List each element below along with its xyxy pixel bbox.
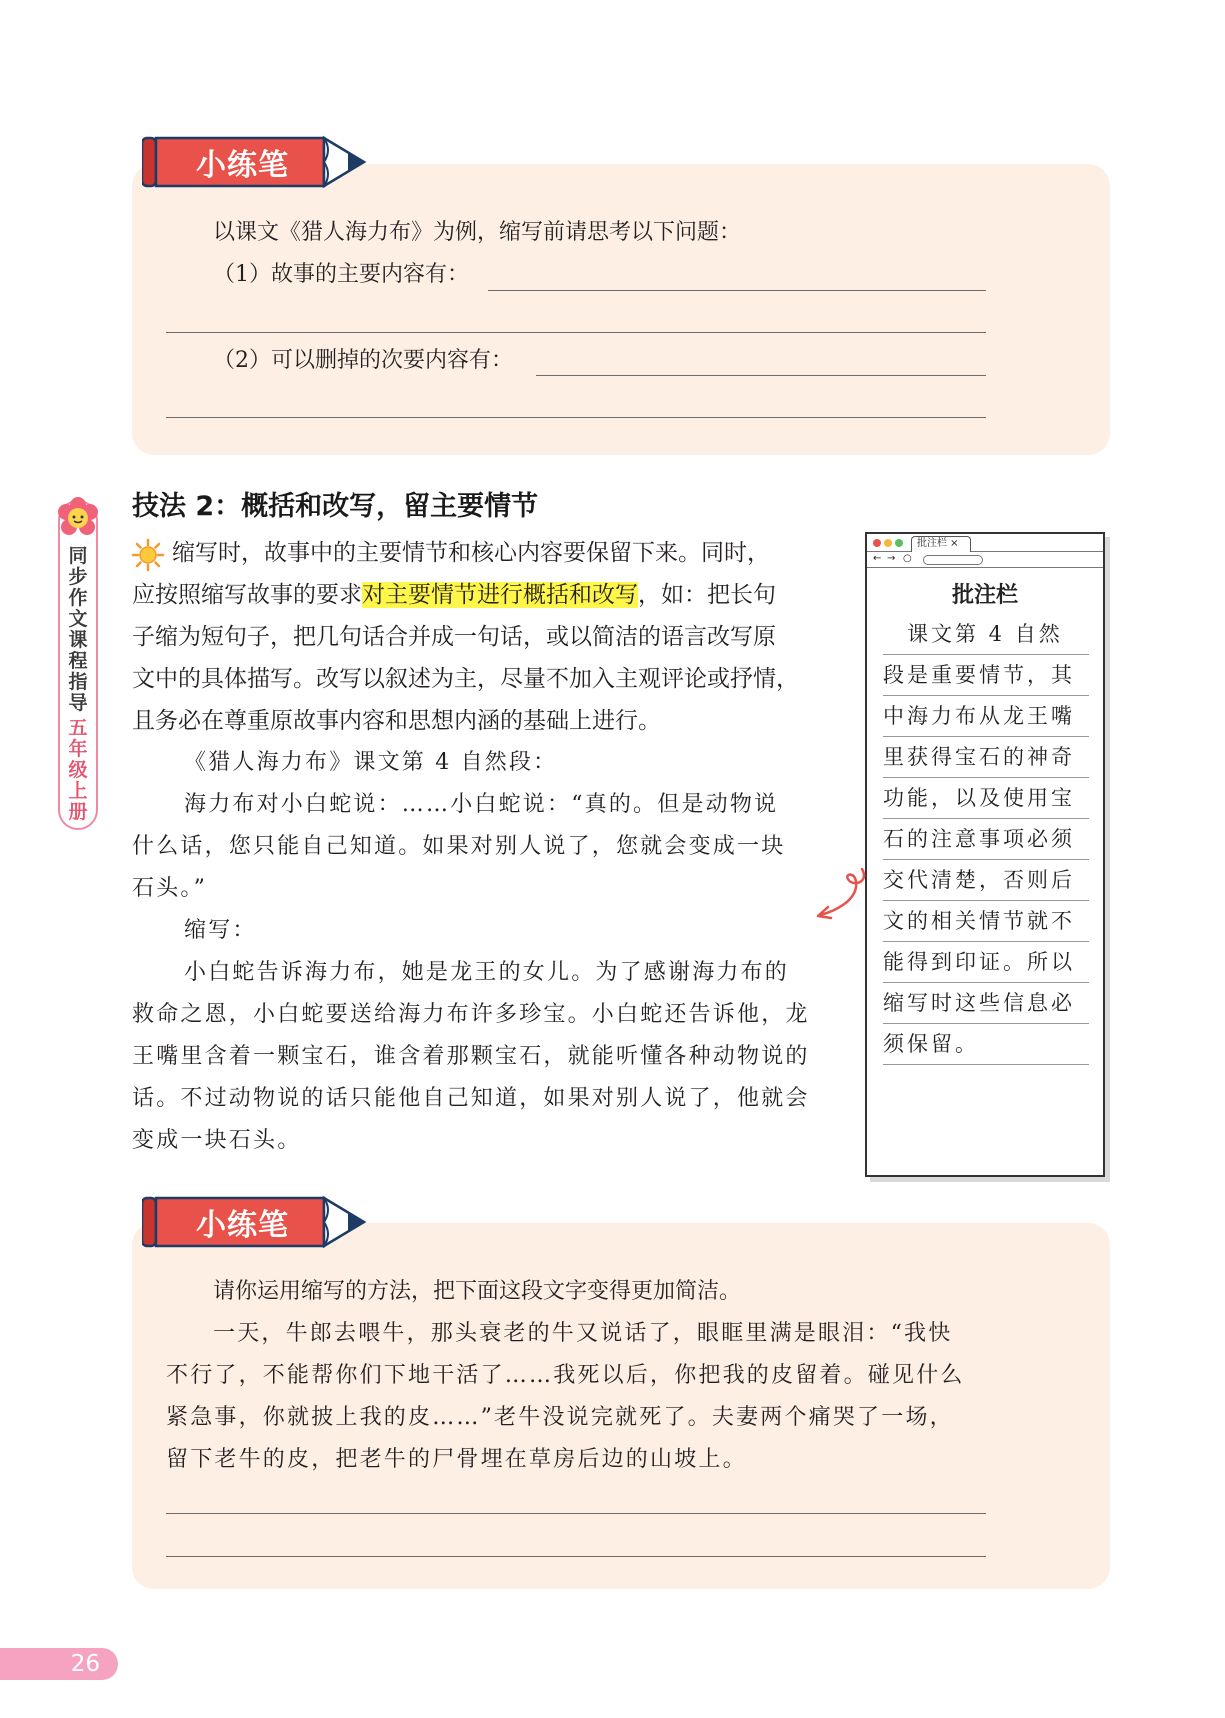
answer-line[interactable] [536,375,986,376]
rewrite-line: 话。不过动物说的话只能他自己知道，如果对别人说了，他就会 [132,1086,810,1111]
annotation-url-bar [867,552,1103,568]
source-line: 海力布对小白蛇说：……小白蛇说：“真的。但是动物说 [184,792,779,817]
annotation-line: 交代清楚，否则后 [883,860,1089,901]
practice1-intro: 以课文《猎人海力布》为例，缩写前请思考以下问题： [213,220,742,245]
rewrite-label: 缩写： [184,918,257,943]
annotation-line: 石的注意事项必须 [883,819,1089,860]
practice2-text-line: 不行了，不能帮你们下地干活了……我死以后，你把我的皮留着。碰见什么 [166,1363,965,1388]
practice1-question-2: （2）可以删掉的次要内容有： [213,348,513,373]
close-dot-icon [873,539,881,547]
annotation-window [865,532,1105,1177]
forward-arrow-icon: → [887,553,896,564]
source-line: 石头。” [132,876,208,901]
back-arrow-icon: ← [873,553,882,564]
annotation-line: 段是重要情节，其 [883,655,1089,696]
annotation-line: 文的相关情节就不 [883,901,1089,942]
grade-label: 五年级上册 [68,717,88,823]
source-line: 什么话，您只能自己知道。如果对别人说了，您就会变成一块 [132,834,786,859]
rewrite-line: 变成一块石头。 [132,1128,302,1153]
rewrite-line: 王嘴里含着一颗宝石，谁含着那颗宝石，就能听懂各种动物说的 [132,1044,810,1069]
url-field [923,555,983,565]
practice-box-1 [132,164,1110,455]
annotation-line: 须保留。 [883,1024,1089,1065]
annotation-title: 批注栏 [951,583,1018,608]
book-title: 同步作文课程指导 [68,545,88,714]
practice2-text-line: 留下老牛的皮，把老牛的尸骨埋在草房后边的山坡上。 [166,1447,747,1472]
practice1-question-1: （1）故事的主要内容有： [213,262,469,287]
paragraph-line: 缩写时，故事中的主要情节和核心内容要保留下来。同时， [172,540,770,566]
annotation-tab: 批注栏 × [911,536,971,552]
practice-label: 小练笔 [196,148,289,183]
paragraph-text: ，如：把长句 [638,582,776,608]
answer-line[interactable] [166,332,986,333]
paragraph-line: 文中的具体描写。改写以叙述为主，尽量不加入主观评论或抒情， [132,666,799,692]
maximize-dot-icon [895,539,903,547]
practice-label: 小练笔 [196,1208,289,1243]
rewrite-line: 小白蛇告诉海力布，她是龙王的女儿。为了感谢海力布的 [184,960,790,985]
practice2-intro: 请你运用缩写的方法，把下面这段文字变得更加简洁。 [213,1279,742,1304]
refresh-icon: ○ [903,553,912,564]
pencil-tag-2 [142,1192,370,1252]
annotation-tab-bar [867,534,1103,552]
answer-line[interactable] [166,1556,986,1557]
annotation-line: 功能，以及使用宝 [883,778,1089,819]
pencil-tag-1 [142,132,370,192]
page-number: 26 [0,1648,118,1680]
highlighted-text: 对主要情节进行概括和改写 [362,582,638,608]
practice2-text-line: 一天，牛郎去喂牛，那头衰老的牛又说话了，眼眶里满是眼泪：“我快 [213,1321,953,1346]
source-label: 《猎人海力布》课文第 4 自然段： [184,750,558,775]
annotation-line: 里获得宝石的神奇 [883,737,1089,778]
sun-icon [131,538,165,572]
curved-arrow-icon [812,865,870,923]
answer-line[interactable] [166,1513,986,1514]
annotation-line: 课文第 4 自然 [883,614,1089,655]
paragraph-text: 应按照缩写故事的要求 [132,582,362,608]
rewrite-line: 救命之恩，小白蛇要送给海力布许多珍宝。小白蛇还告诉他，龙 [132,1002,810,1027]
paragraph-line: 子缩为短句子，把几句话合并成一句话，或以简洁的语言改写原 [132,624,776,650]
flower-icon [54,494,102,542]
annotation-line: 能得到印证。所以 [883,942,1089,983]
paragraph-line [132,579,776,611]
answer-line[interactable] [488,290,986,291]
answer-line[interactable] [166,417,986,418]
annotation-line: 中海力布从龙王嘴 [883,696,1089,737]
section-title: 技法 2：概括和改写，留主要情节 [132,491,539,522]
practice2-text-line: 紧急事，你就披上我的皮……”老牛没说完就死了。夫妻两个痛哭了一场， [166,1405,954,1430]
annotation-line: 缩写时这些信息必 [883,983,1089,1024]
minimize-dot-icon [884,539,892,547]
paragraph-line: 且务必在尊重原故事内容和思想内涵的基础上进行。 [132,708,661,734]
